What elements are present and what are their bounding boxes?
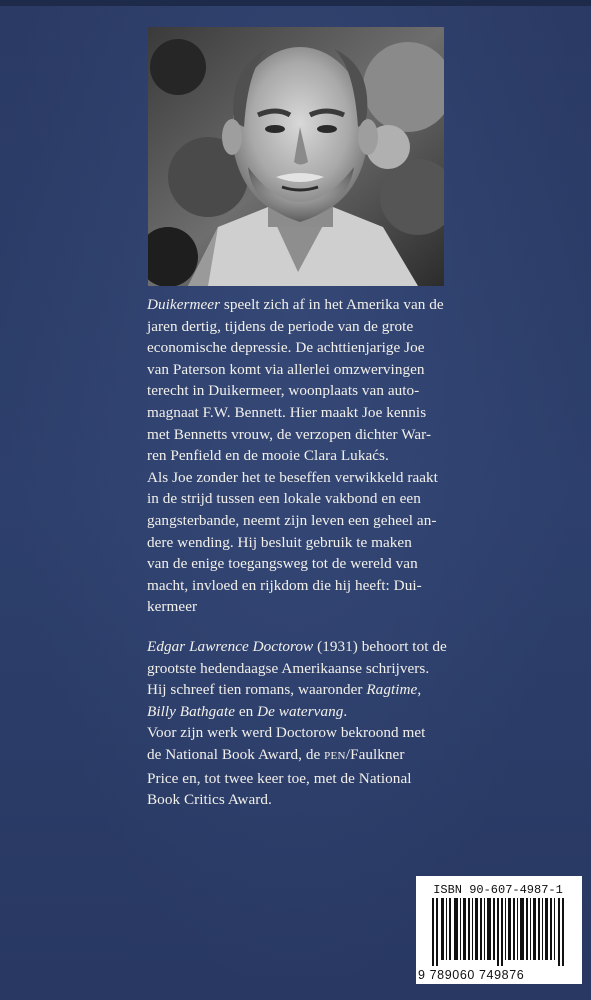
author-photo (148, 27, 444, 286)
blurb-line: magnaat F.W. Bennett. Hier maakt Joe kennis (147, 403, 427, 421)
top-edge (0, 0, 591, 6)
blurb-line: met Bennetts vrouw, de verzopen dichter War- (147, 425, 432, 443)
blurb-line: van de enige toegangsweg tot de wereld van (147, 555, 418, 573)
blurb-line: macht, invloed en rijkdom die hij heeft: Dui- (147, 576, 422, 594)
bio-line: Price en, tot twee keer toe, met de National (147, 769, 412, 787)
bio-line: grootste hedendaagse Amerikaanse schrijvers. (147, 659, 430, 677)
book-blurb (147, 294, 477, 618)
bio-line: Billy Bathgate en De watervang. (147, 702, 348, 720)
book-title: Ragtime (366, 681, 418, 699)
bio-line: Book Critics Award. (147, 791, 272, 809)
blurb-line: van Paterson komt via allerlei omzwervingen (147, 360, 425, 378)
blurb-line: dere wending. Hij besluit gebruik te maken (147, 533, 412, 551)
bio-line: Hij schreef tien romans, waaronder Ragtime, (147, 681, 422, 699)
author-name: Edgar Lawrence Doctorow (147, 638, 314, 655)
blurb-line: ren Penfield en de mooie Clara Lukaćs. (147, 447, 389, 465)
bio-line: de National Book Award, de PEN/Faulkner (147, 745, 405, 763)
book-title: Billy Bathgate (147, 702, 236, 720)
blurb-line: jaren dertig, tijdens de periode van de grote (147, 317, 414, 335)
book-title: Duikermeer (147, 296, 221, 313)
barcode-icon (432, 898, 568, 966)
blurb-line: economische depressie. De achttienjarige Joe (147, 339, 425, 357)
blurb-line: in de strijd tussen een lokale vakbond en een (147, 490, 421, 508)
bio-line: Voor zijn werk werd Doctorow bekroond met (147, 724, 426, 742)
blurb-line: gangsterbande, neemt zijn leven een geheel an- (147, 511, 437, 529)
bio-line: Edgar Lawrence Doctorow (1931) behoort tot de (147, 638, 447, 655)
blurb-line: terecht in Duikermeer, woonplaats van auto- (147, 382, 420, 400)
isbn-number: ISBN 90-607-4987-1 (433, 883, 563, 897)
blurb-line: Als Joe zonder het te beseffen verwikkeld raakt (147, 468, 438, 486)
author-bio (147, 636, 477, 811)
book-title: De watervang (257, 702, 344, 720)
blurb-line: kermeer (147, 598, 198, 616)
barcode-digits: 9 789060 749876 (418, 968, 525, 982)
blurb-line: Duikermeer speelt zich af in het Amerika van de (147, 296, 444, 313)
